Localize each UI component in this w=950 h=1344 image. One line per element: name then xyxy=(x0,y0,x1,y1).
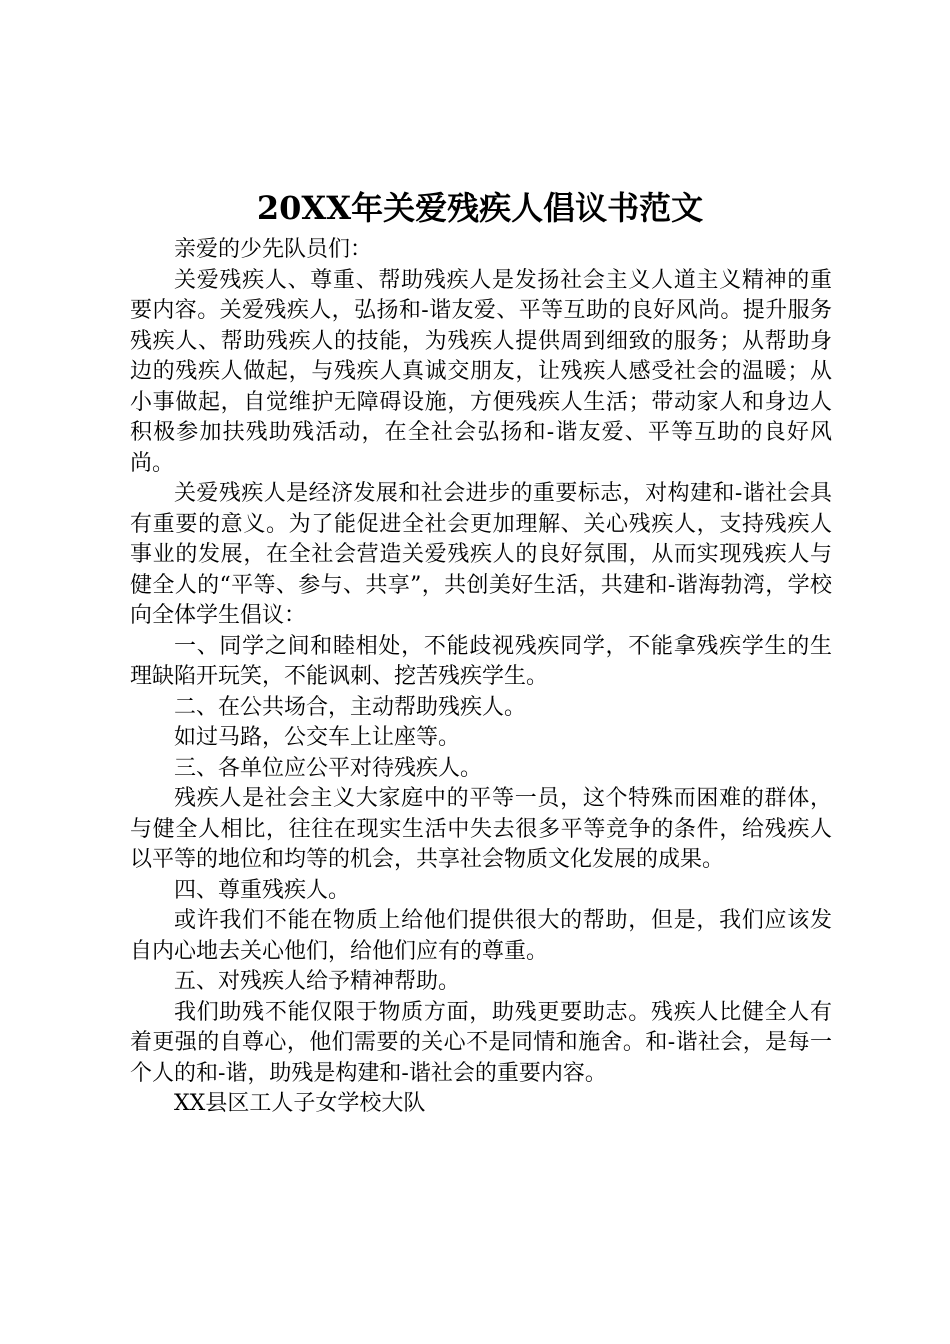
body-paragraph: 关爱残疾人、尊重、帮助残疾人是发扬社会主义人道主义精神的重要内容。关爱残疾人，弘扬和-谐友爱、平等互助的良好风尚。提升服务残疾人、帮助残疾人的技能，为残疾人提供周到细致的服务；从帮助身边的残疾人做起，与残疾人真诚交朋友，让残疾人感受社会的温暖；从小事做起，自觉维护无障碍设施，方便残疾人生活；带动家人和身边人积极参加扶残助残活动，在全社会弘扬和-谐友爱、平等互助的良好风尚。 xyxy=(130,267,832,476)
body-paragraph: 如过马路，公交车上让座等。 xyxy=(174,725,461,750)
salutation: 亲爱的少先队员们： xyxy=(174,237,373,262)
proposal-item-2: 二、在公共场合，主动帮助残疾人。 xyxy=(174,694,527,720)
proposal-item-4: 四、尊重残疾人。 xyxy=(174,877,351,903)
proposal-item-3: 三、各单位应公平对待残疾人。 xyxy=(174,755,483,781)
signature-line: XX县区工人子女学校大队 xyxy=(174,1091,426,1116)
body-paragraph: 关爱残疾人是经济发展和社会进步的重要标志，对构建和-谐社会具有重要的意义。为了能促进全社会更加理解、关心残疾人，支持残疾人事业的发展，在全社会营造关爱残疾人的良好氛围，从而实现残疾人与健全人的“平等、参与、共享”，共创美好生活，共建和-谐海勃湾，学校向全体学生倡议： xyxy=(130,481,832,628)
proposal-item-1: 一、同学之间和睦相处，不能歧视残疾同学，不能拿残疾学生的生理缺陷开玩笑，不能讽刺、挖苦残疾学生。 xyxy=(130,633,832,689)
proposal-item-5: 五、对残疾人给予精神帮助。 xyxy=(174,969,461,994)
body-paragraph: 我们助残不能仅限于物质方面，助残更要助志。残疾人比健全人有着更强的自尊心，他们需要的关心不是同情和施舍。和-谐社会，是每一个人的和-谐，助残是构建和-谐社会的重要内容。 xyxy=(130,999,832,1086)
document-body xyxy=(130,235,832,1120)
body-paragraph: 残疾人是社会主义大家庭中的平等一员，这个特殊而困难的群体，与健全人相比，往往在现实生活中失去很多平等竞争的条件，给残疾人以平等的地位和均等的机会，共享社会物质文化发展的成果。 xyxy=(130,786,832,872)
document-title: 20XX年关爱残疾人倡议书范文 xyxy=(256,189,704,227)
body-paragraph: 或许我们不能在物质上给他们提供很大的帮助，但是，我们应该发自内心地去关心他们，给他们应有的尊重。 xyxy=(130,908,832,964)
